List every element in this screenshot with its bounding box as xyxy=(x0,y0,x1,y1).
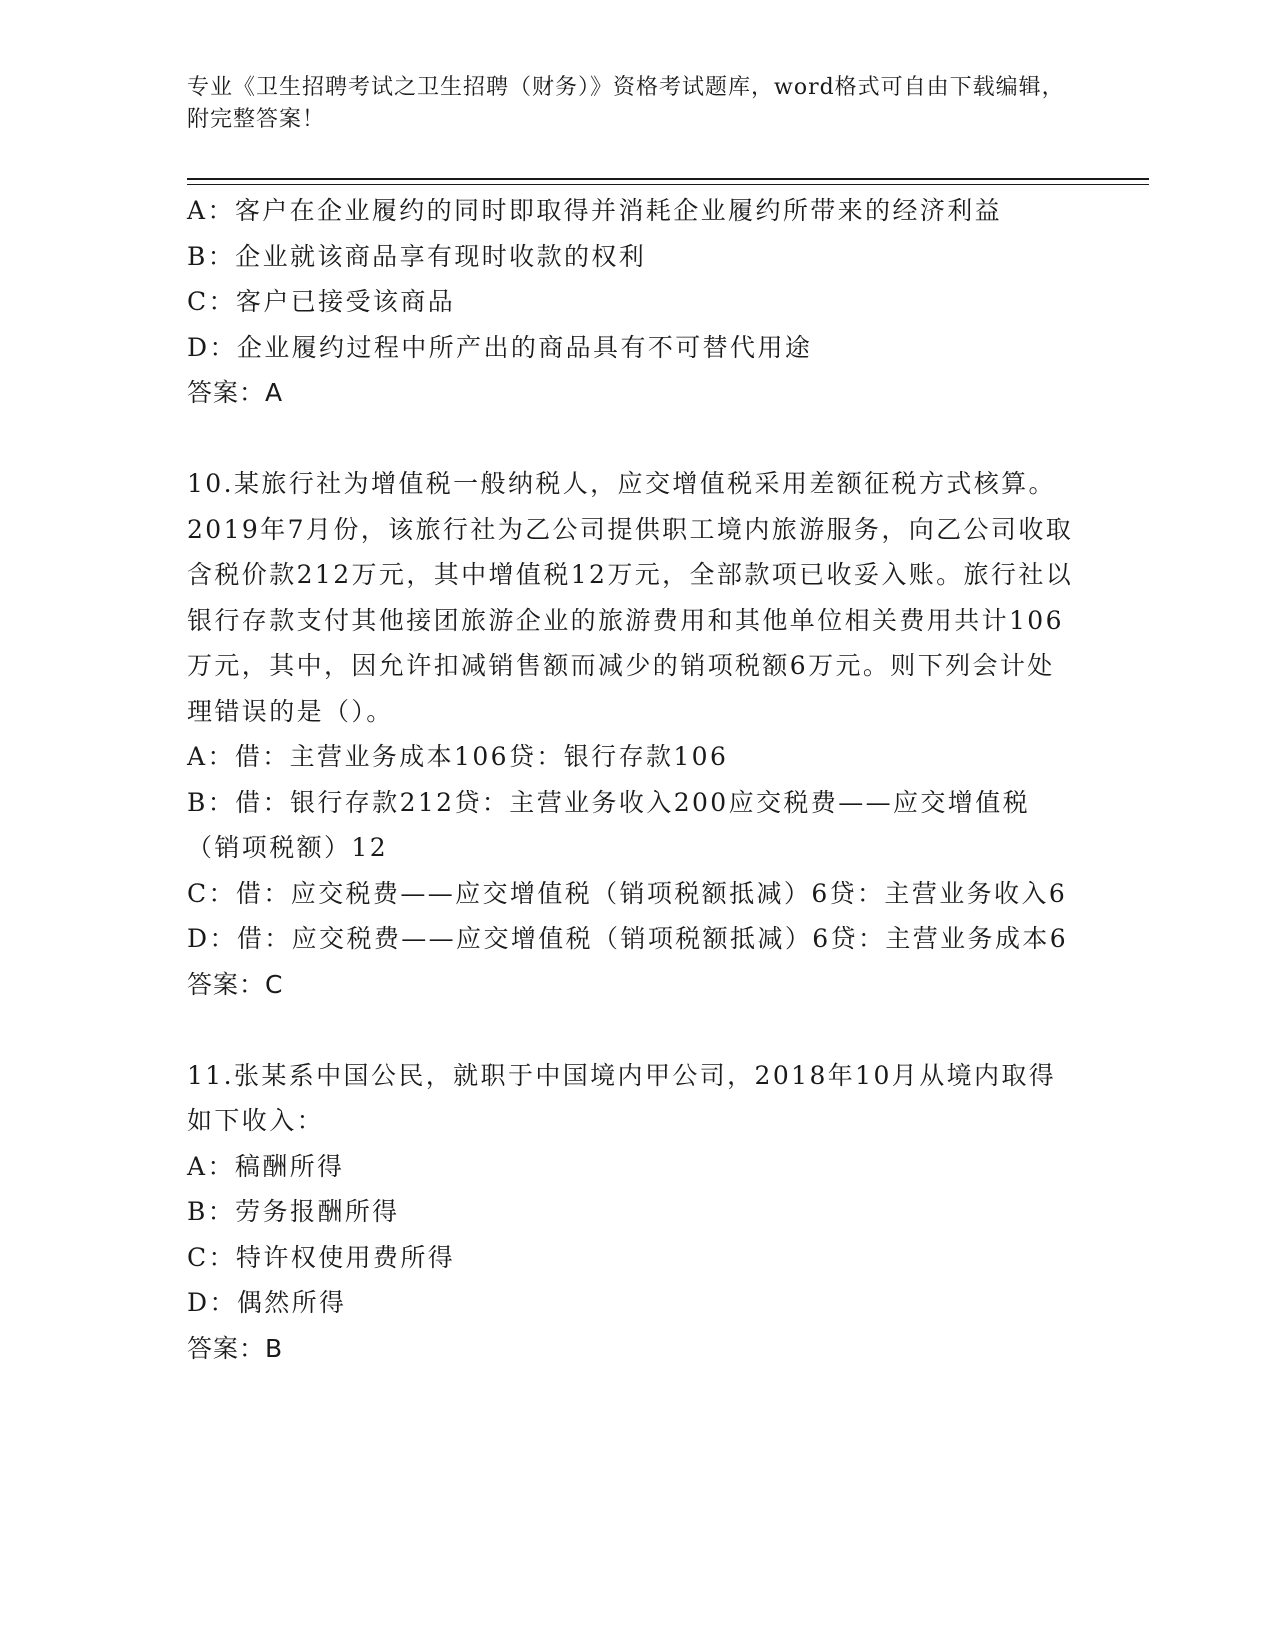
q10-answer: 答案：C xyxy=(187,969,284,999)
q11-option-d: D：偶然所得 xyxy=(187,1288,347,1317)
spacer xyxy=(187,1007,1082,1053)
q11-option-a: A：稿酬所得 xyxy=(187,1151,345,1181)
q9-option-d: D：企业履约过程中所产出的商品具有不可替代用途 xyxy=(187,332,813,362)
q9-answer: 答案：A xyxy=(187,378,284,407)
q10-question: 10.某旅行社为增值税一般纳税人，应交增值税采用差额征税方式核算。2019年7月份，该旅行社为乙公司提供职工境内旅游服务，向乙公司收取含税价款212万元，其中增值税12万元，全部款项已收妥入账。旅行社以银行存款支付其他接团旅游企业的旅游费用和其他单位相关费用共计106万元，其中，因允许扣减销售额而减少的销项税额6万元。则下列会计处理错误的是（）。 xyxy=(187,469,1074,726)
spacer xyxy=(187,416,1082,462)
q10-option-c: C：借：应交税费——应交增值税（销项税额抵减）6贷：主营业务收入6 xyxy=(187,878,1068,908)
header-rule-thick xyxy=(187,178,1149,180)
q10-option-a: A：借：主营业务成本106贷：银行存款106 xyxy=(187,742,729,771)
question-10-block xyxy=(187,461,1082,1007)
q9-option-c: C：客户已接受该商品 xyxy=(187,287,456,316)
q11-option-c: C：特许权使用费所得 xyxy=(187,1242,456,1272)
header-rule-thin xyxy=(187,184,1149,185)
q10-option-b: B：借：银行存款212贷：主营业务收入200应交税费——应交增值税（销项税额）12 xyxy=(187,787,1031,862)
document-header: 专业《卫生招聘考试之卫生招聘（财务）》资格考试题库，word格式可自由下载编辑，附完整答案！ xyxy=(187,75,1065,132)
document-body xyxy=(187,188,1082,1371)
q9-option-b: B：企业就该商品享有现时收款的权利 xyxy=(187,241,647,271)
question-9-block xyxy=(187,188,1082,416)
q9-option-a: A：客户在企业履约的同时即取得并消耗企业履约所带来的经济利益 xyxy=(187,196,1003,225)
question-11-block xyxy=(187,1053,1082,1372)
q11-option-b: B：劳务报酬所得 xyxy=(187,1197,400,1226)
q10-option-d: D：借：应交税费——应交增值税（销项税额抵减）6贷：主营业务成本6 xyxy=(187,924,1069,953)
q11-question: 11.张某系中国公民，就职于中国境内甲公司，2018年10月从境内取得如下收入： xyxy=(187,1060,1057,1135)
q11-answer: 答案：B xyxy=(187,1333,284,1363)
